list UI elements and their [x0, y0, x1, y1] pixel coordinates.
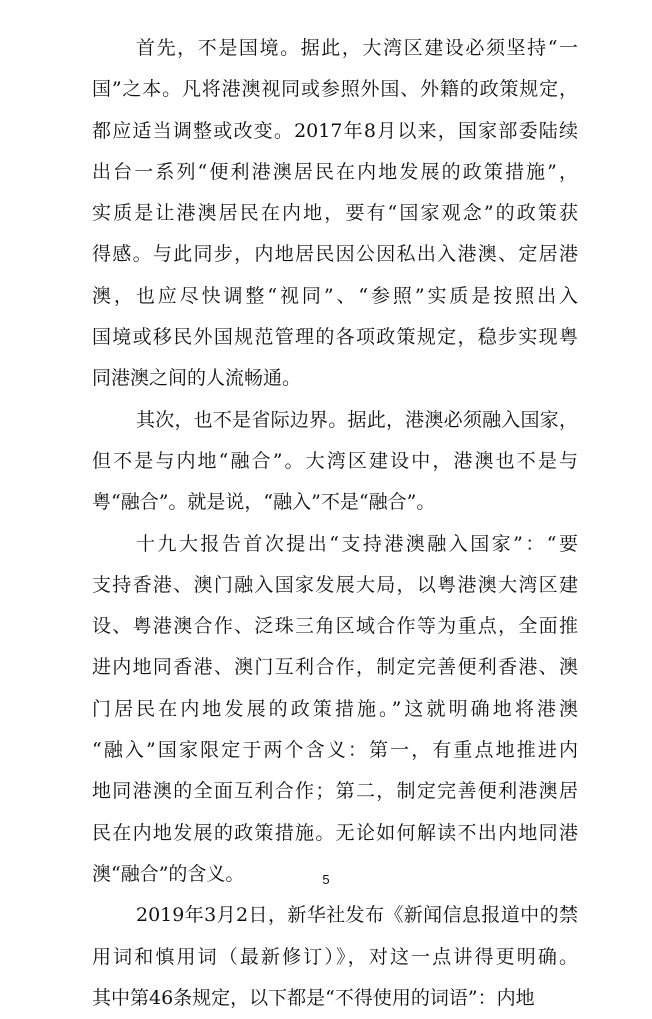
- page-number: 5: [322, 872, 330, 887]
- paragraph: [92, 400, 578, 524]
- text-line: 国”之本。凡将港澳视同或参照外国、外籍的政策规定，: [92, 78, 578, 101]
- text-line: 首先，不是国境。据此，大湾区建设必须坚持“一: [136, 37, 578, 59]
- text-line: 其次，也不是省际边界。据此，港澳必须融入国家，: [136, 408, 578, 431]
- text-line: 民在内地发展的政策措施。无论如何解读不出内地同港: [92, 821, 578, 844]
- text-line: 粤“融合”。就是说，“融入”不是“融合”。: [92, 491, 436, 514]
- text-line: 进内地同香港、澳门互利合作，制定完善便利香港、澳: [92, 656, 578, 679]
- body-text: [92, 28, 578, 1019]
- paragraph: [92, 524, 578, 896]
- text-line: 但不是与内地“融合”。大湾区建设中，港澳也不是与: [92, 449, 578, 472]
- text-line: 地同港澳的全面互利合作；第二，制定完善便利港澳居: [92, 780, 578, 803]
- text-line: 支持香港、澳门融入国家发展大局，以粤港澳大湾区建: [92, 573, 578, 596]
- text-line: 国境或移民外国规范管理的各项政策规定，稳步实现粤: [92, 326, 578, 349]
- paragraph: [92, 895, 578, 1019]
- text-line: 得感。与此同步，内地居民因公因私出入港澳、定居港: [92, 243, 578, 266]
- paragraph: [92, 28, 578, 400]
- text-line: 2019年3月2日，新华社发布《新闻信息报道中的禁: [136, 904, 578, 927]
- text-line: 设、粤港澳合作、泛珠三角区域合作等为重点，全面推: [92, 615, 578, 638]
- text-line: 用词和慎用词（最新修订）》，对这一点讲得更明确。: [92, 945, 578, 968]
- text-line: 出台一系列“便利港澳居民在内地发展的政策措施”，: [92, 160, 578, 183]
- text-line: 实质是让港澳居民在内地，要有“国家观念”的政策获: [92, 202, 578, 225]
- text-line: 澳，也应尽快调整“视同”、“参照”实质是按照出入: [92, 284, 578, 307]
- text-line: 澳“融合”的含义。: [92, 862, 245, 885]
- text-line: 十九大报告首次提出“支持港澳融入国家”：“要: [136, 532, 578, 555]
- text-line: 其中第46条规定，以下都是“不得使用的词语”：内地: [92, 986, 535, 1009]
- text-line: 同港澳之间的人流畅通。: [92, 367, 302, 390]
- text-line: “融入”国家限定于两个含义：第一，有重点地推进内: [92, 739, 578, 762]
- text-line: 门居民在内地发展的政策措施。”这就明确地将港澳: [92, 697, 578, 720]
- text-line: 都应适当调整或改变。2017年8月以来，国家部委陆续: [92, 119, 578, 142]
